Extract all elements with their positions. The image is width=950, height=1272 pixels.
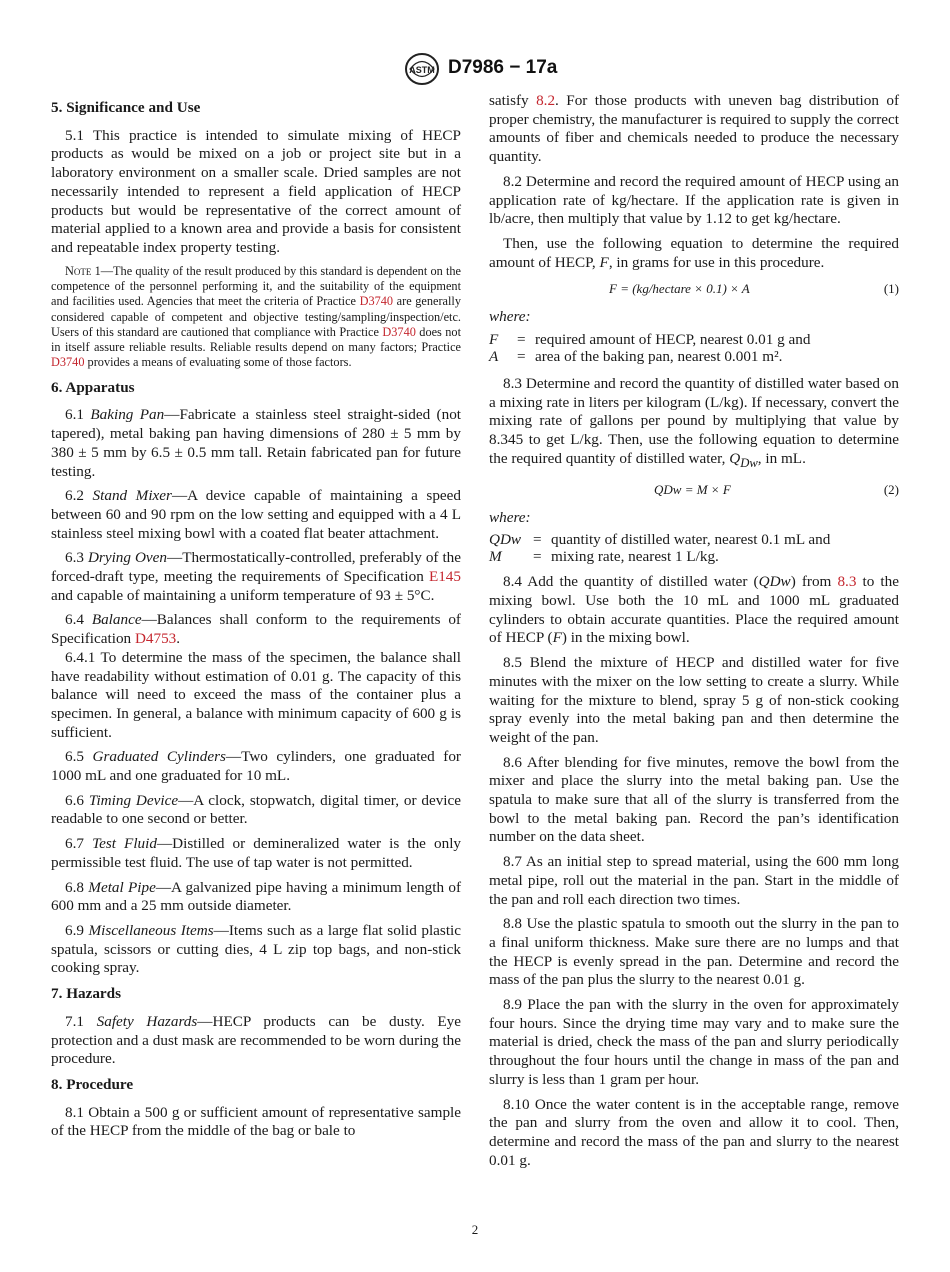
equation-1-number: (1) [883, 281, 899, 297]
section-6-heading: 6. Apparatus [51, 378, 135, 396]
para-6-7: 6.7 Test Fluid—Distilled or demineralized water is the only permissible test fluid. The use of tap water is not permitted. [51, 835, 462, 871]
page-header [0, 52, 950, 86]
para-8-3: 8.3 Determine and record the quantity of distilled water based on a mixing rate in liters per kilogram (L/kg). If necessary, convert the mixing rate of gallons per pound by multiplying that value by 8.345 to get L/kg. Then, use the following equation to determine the required quantity of distilled water, $Q_{Dw}$, in mL. [489, 375, 899, 470]
equation-1 [489, 278, 899, 300]
para-8-10: 8.10 Once the water content is in the acceptable range, remove the pan and slurry from the oven and allow it to cool. Then, determine and record the mass of the pan and slurry to the nearest 0.01 g. [489, 1095, 899, 1169]
para-8-5: 8.5 Blend the mixture of HECP and distilled water for five minutes with the mixer on the low setting to create a slurry. While waiting for the mixture to blend, spray 5 g of non-stick cooking spray evenly into the metal baking pan and then determine the weight of the pan. [489, 654, 899, 746]
definitions-2 [489, 531, 899, 565]
left-column [51, 92, 461, 1147]
para-6-2: 6.2 Stand Mixer—A device capable of maintaining a speed between 60 and 90 rpm on the low setting and equipped with a 4 L stainless steel mixing bowl with a coated flat beater attachment. [51, 487, 462, 542]
para-8-9: 8.9 Place the pan with the slurry in the oven for approximately four hours. Since the drying time may vary and to make sure the material is dried, check the mass of the pan and slurry periodically throughout the four hours until the change in mass of the pan and slurry is less than 1 gram per hour. [489, 996, 899, 1088]
logo-text: ASTM [409, 65, 435, 75]
para-7-1: 7.1 Safety Hazards—HECP products can be dusty. Eye protection and a dust mask are recommended to be worn during the procedure. [51, 1012, 461, 1068]
right-column [489, 92, 899, 1176]
section-5-heading: 5. Significance and Use [51, 99, 201, 116]
para-8-1: 8.1 Obtain a 500 g or sufficient amount of representative sample of the HECP from the middle of the bag or bale to [51, 1103, 461, 1140]
equation-1-expression: F = (kg/hectare × 0.1) × A [609, 281, 750, 297]
section-7-heading: 7. Hazards [51, 985, 122, 1003]
where-label-1: where: [489, 308, 531, 326]
para-6-6: 6.6 Timing Device—A clock, stopwatch, digital timer, or device readable to one second or better. [51, 791, 462, 828]
para-6-4: 6.4 Balance—Balances shall conform to the requirements of Specification D4753. [51, 611, 461, 648]
definition-row: A = area of the baking pan, nearest 0.001 m². [489, 348, 783, 366]
para-5-1: 5.1 This practice is intended to simulate mixing of HECP products as would be mixed on a job or project site but in a laboratory environment on a smaller scale. Dried samples are not necessarily intended to represent a field application of HECP products but would be representative of the correct amount of material applied to a known area and provide a basis for consistent and repeatable index property testing. [51, 126, 461, 256]
astm-logo-icon [404, 52, 440, 86]
where-label-2: where: [489, 508, 531, 526]
document-id: D7986 − 17a [448, 57, 558, 78]
para-8-2: 8.2 Determine and record the required amount of HECP using an application rate of kg/hectare. If the application rate is given in lb/acre, then multiply that value by 1.12 to get kg/hectare. [489, 172, 899, 228]
para-6-4-1: 6.4.1 To determine the mass of the specimen, the balance shall have readability without estimation of 0.01 g. The capacity of this balance will need to exceed the mass of the container plus a specimen. In general, a balance with minimum capacity of 600 g is sufficient. [51, 648, 461, 741]
definition-row: M = mixing rate, nearest 1 L/kg. [489, 548, 719, 566]
definitions-1 [489, 331, 899, 365]
para-8-8: 8.8 Use the plastic spatula to smooth out the slurry in the pan to a final uniform thickness. Make sure there are no lumps and that the HECP is evenly spread in the pan. Determine and record the mass of the pan plus the slurry to the nearest 0.01 g. [489, 915, 899, 989]
para-6-5: 6.5 Graduated Cylinders—Two cylinders, one graduated for 1000 mL and one graduated for 10 mL. [51, 748, 461, 785]
para-6-8: 6.8 Metal Pipe—A galvanized pipe having a minimum length of 600 mm and a 25 mm outside diameter. [51, 878, 461, 915]
ref-d3740-link[interactable]: D3740 [51, 355, 85, 370]
para-6-3: 6.3 Drying Oven—Thermostatically-controlled, preferably of the forced-draft type, meeting the requirements of Specification E145 and capable of maintaining a uniform temperature of 93 ± 5°C. [51, 549, 462, 604]
ref-8-2-link[interactable]: 8.2 [536, 92, 556, 109]
para-8-2-equation-intro: Then, use the following equation to determine the required amount of HECP, F, in grams for use in this procedure. [489, 234, 899, 271]
definition-row: QDw = quantity of distilled water, nearest 0.1 mL and [489, 531, 831, 549]
ref-8-3-link[interactable]: 8.3 [837, 573, 857, 591]
equation-2-number: (2) [883, 481, 899, 497]
para-8-1-continued: satisfy 8.2. For those products with uneven bag distribution of proper chemistry, the manufacturer is required to supply the correct amounts of fiber and chemicals needed to produce the necessary quantity. [489, 92, 899, 166]
para-8-6: 8.6 After blending for five minutes, remove the bowl from the mixer and place the slurry into the metal baking pan. Use the spatula to make sure that all of the slurry is transferred from the bowl to the metal baking pan. Record the pan’s identification number on the data sheet. [489, 753, 899, 846]
ref-d3740-link[interactable]: D3740 [359, 294, 394, 309]
para-6-1: 6.1 Baking Pan—Fabricate a stainless steel straight-sided (not tapered), metal baking pan having dimensions of 280 ± 5 mm by 380 ± 5 mm by 6.5 ± 0.5 mm tall. Retain fabricated pan for future testing. [51, 406, 462, 480]
section-8-heading: 8. Procedure [51, 1075, 134, 1093]
para-8-7: 8.7 As an initial step to spread material, using the 600 mm long metal pipe, roll out the material in the pan. Start in the middle of the pan and roll each direction two times. [489, 853, 899, 908]
para-8-4: 8.4 Add the quantity of distilled water (QDw) from 8.3 to the mixing bowl. Use both the 10 mL and 1000 mL graduated cylinders to obtain accurate quantities. Place the required amount of HECP (F) in the mixing bowl. [489, 573, 899, 647]
ref-e145-link[interactable]: E145 [428, 568, 461, 586]
ref-d3740-link[interactable]: D3740 [382, 324, 416, 339]
ref-d4753-link[interactable]: D4753 [134, 630, 177, 648]
equation-2 [489, 479, 899, 501]
para-6-9: 6.9 Miscellaneous Items—Items such as a large flat solid plastic spatula, scissors or cutting dies, 4 L zip top bags, and non-stick cooking spray. [51, 921, 461, 977]
definition-row: F = required amount of HECP, nearest 0.01 g and [489, 331, 811, 349]
note-1: Note 1—The quality of the result produced by this standard is dependent on the competence of the personnel performing it, and the suitability of the equipment and facilities used. Agencies that meet the criteria of Practice D3740 are generally considered capable of competent and objective testing/sampling/inspection/etc. Users of this standard are cautioned that compliance with Practice D3740 does not in itself assure reliable results. Reliable results depend on many factors; Practice D3740 provides a means of evaluating some of those factors. [51, 263, 461, 370]
equation-2-expression: QDw = M × F [654, 481, 731, 497]
page-number: 2 [471, 1222, 479, 1237]
